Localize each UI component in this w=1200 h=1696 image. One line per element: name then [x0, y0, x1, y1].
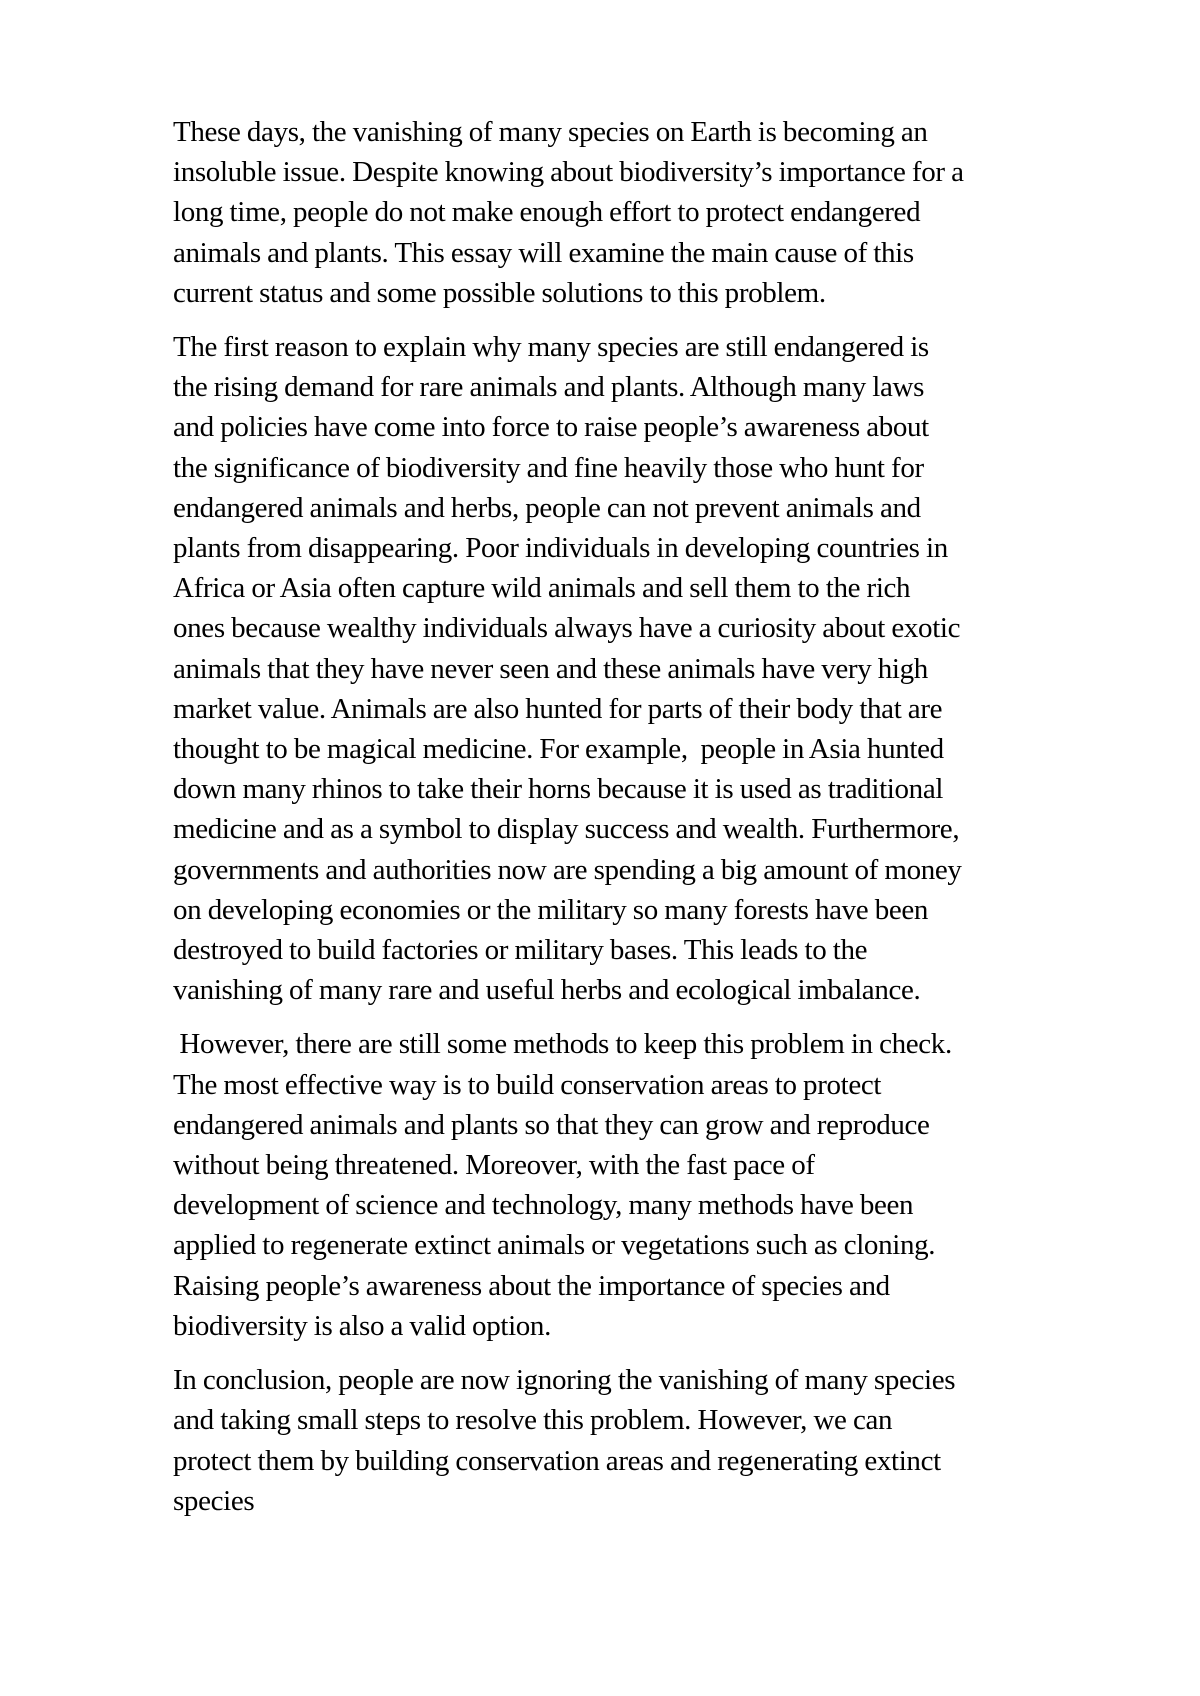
text-line: plants from disappearing. Poor individuals in developing countries in: [173, 532, 948, 565]
text-line: governments and authorities now are spending a big amount of money: [173, 853, 962, 886]
text-line: and policies have come into force to raise people’s awareness about: [173, 411, 929, 444]
text-line: destroyed to build factories or military bases. This leads to the: [173, 934, 868, 967]
text-line: In conclusion, people are now ignoring the vanishing of many species: [173, 1364, 956, 1397]
text-line: applied to regenerate extinct animals or vegetations such as cloning.: [173, 1229, 936, 1262]
text-line: However, there are still some methods to keep this problem in check.: [173, 1028, 952, 1061]
text-line: ones because wealthy individuals always have a curiosity about exotic: [173, 612, 961, 645]
paragraph-causes: [173, 327, 1103, 1010]
text-line: without being threatened. Moreover, with the fast pace of: [173, 1149, 815, 1182]
text-line: on developing economies or the military so many forests have been: [173, 893, 929, 926]
text-line: The first reason to explain why many species are still endangered is: [173, 331, 929, 364]
text-line: long time, people do not make enough effort to protect endangered: [173, 196, 921, 229]
text-line: animals that they have never seen and these animals have very high: [173, 652, 928, 685]
text-line: current status and some possible solutions to this problem.: [173, 276, 826, 309]
text-line: biodiversity is also a valid option.: [173, 1309, 551, 1342]
text-line: species: [173, 1484, 255, 1517]
text-line: animals and plants. This essay will examine the main cause of this: [173, 236, 914, 269]
text-line: market value. Animals are also hunted for parts of their body that are: [173, 692, 943, 725]
text-line: the rising demand for rare animals and plants. Although many laws: [173, 371, 925, 404]
text-line: down many rhinos to take their horns because it is used as traditional: [173, 773, 944, 806]
paragraph-solutions: [173, 1024, 1103, 1346]
paragraph-conclusion: [173, 1360, 1103, 1521]
text-line: Raising people’s awareness about the importance of species and: [173, 1269, 890, 1302]
text-line: thought to be magical medicine. For example, people in Asia hunted: [173, 733, 944, 766]
text-line: development of science and technology, many methods have been: [173, 1189, 914, 1222]
essay-body: [173, 112, 1103, 1521]
text-line: the significance of biodiversity and fine heavily those who hunt for: [173, 451, 924, 484]
paragraph-introduction: [173, 112, 1103, 313]
text-line: protect them by building conservation areas and regenerating extinct: [173, 1444, 941, 1477]
text-line: endangered animals and herbs, people can not prevent animals and: [173, 491, 921, 524]
text-line: insoluble issue. Despite knowing about biodiversity’s importance for a: [173, 156, 964, 189]
text-line: endangered animals and plants so that they can grow and reproduce: [173, 1108, 930, 1141]
text-line: The most effective way is to build conservation areas to protect: [173, 1068, 882, 1101]
text-line: Africa or Asia often capture wild animals and sell them to the rich: [173, 572, 911, 605]
text-line: vanishing of many rare and useful herbs and ecological imbalance.: [173, 974, 921, 1007]
text-line: These days, the vanishing of many species on Earth is becoming an: [173, 116, 928, 148]
text-line: medicine and as a symbol to display success and wealth. Furthermore,: [173, 813, 960, 846]
text-line: and taking small steps to resolve this problem. However, we can: [173, 1404, 893, 1437]
